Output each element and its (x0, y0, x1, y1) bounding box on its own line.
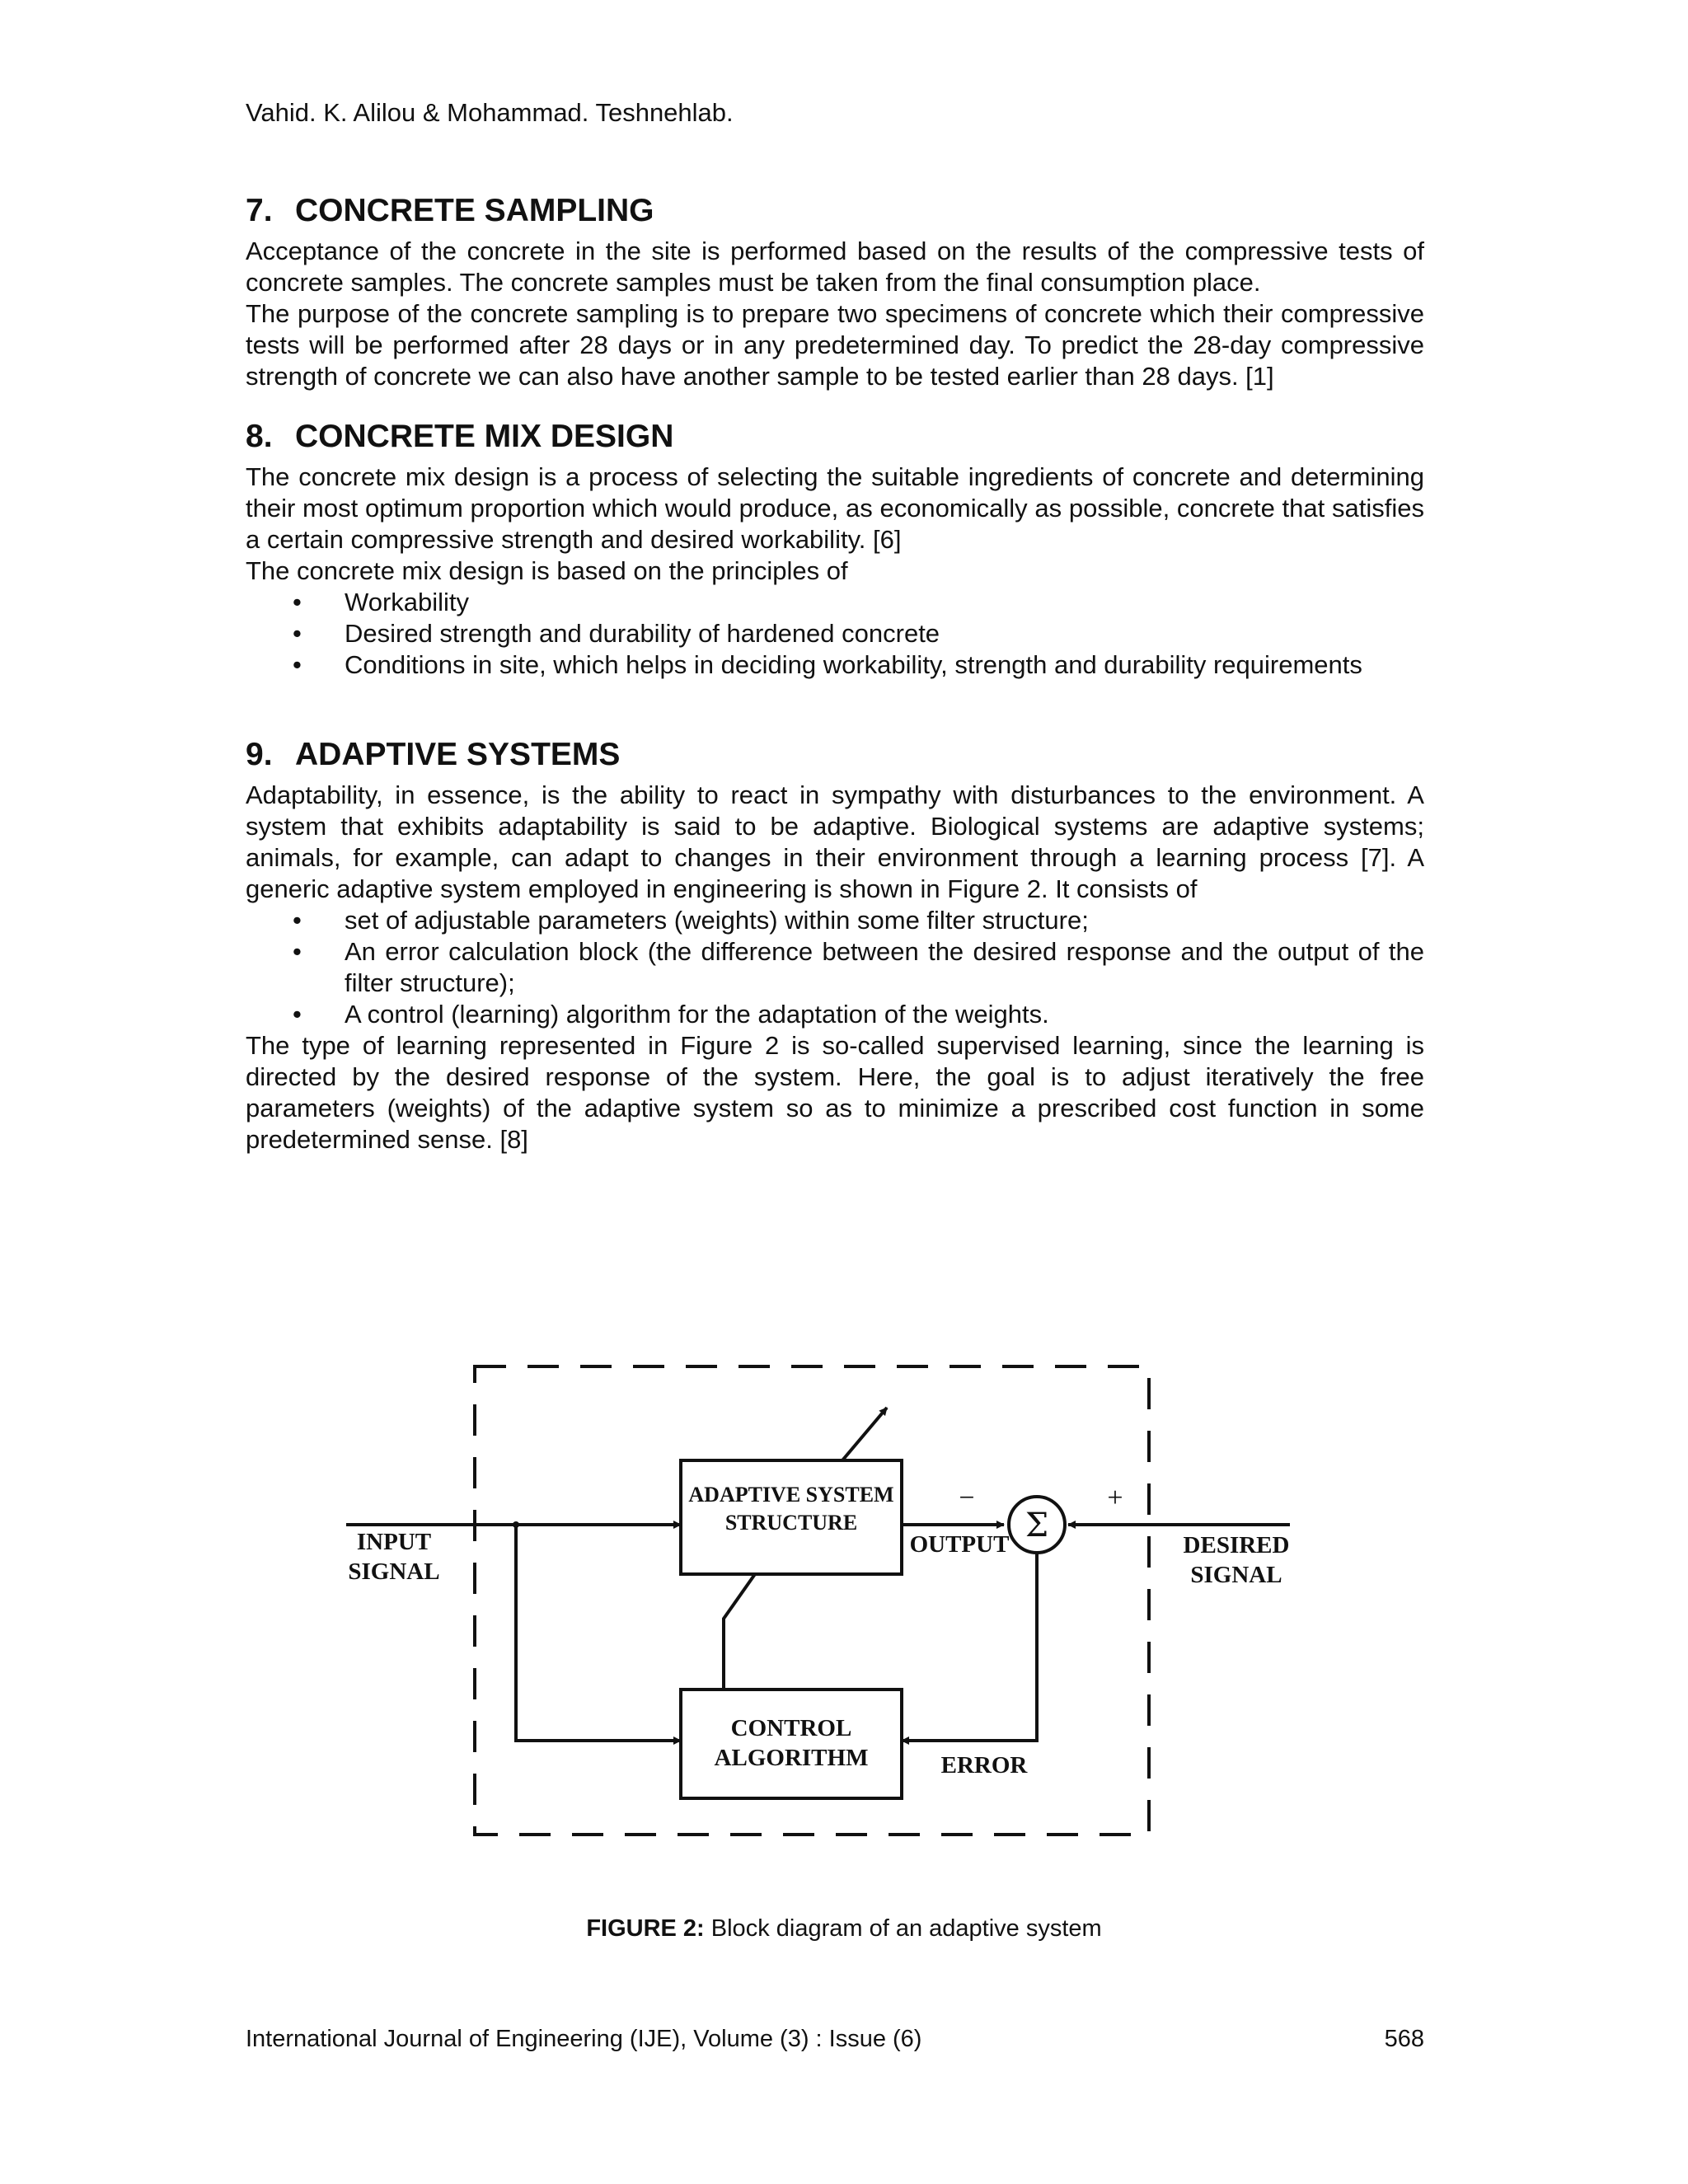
list-item (246, 999, 1424, 1030)
paragraph: Acceptance of the concrete in the site is performed based on the results of the compressive tests of concrete samples. The concrete samples must be taken from the final consumption place. (246, 237, 1424, 297)
error-arrow (902, 1553, 1037, 1741)
paragraph: The purpose of the concrete sampling is to prepare two specimens of concrete which their compressive tests will be performed after 28 days or in any predetermined day. To predict the 28-day compressive strength of concrete we can also have another sample to be tested earlier than 28 days. [1] (246, 299, 1424, 391)
bullet-list (246, 905, 1424, 1030)
section-adaptive-systems (246, 735, 1424, 1155)
section-concrete-mix-design (246, 417, 1424, 681)
section-concrete-sampling (246, 191, 1424, 392)
sigma-icon: Σ (1025, 1507, 1049, 1544)
section-title: ADAPTIVE SYSTEMS (295, 737, 621, 772)
running-header: Vahid. K. Alilou & Mohammad. Teshnehlab. (246, 98, 734, 127)
bullet-icon: • (293, 619, 302, 648)
section-heading (246, 735, 1424, 775)
paragraph: Adaptability, in essence, is the ability to react in sympathy with disturbances to the environment. A system that exhibits adaptability is said to be adaptive. Biological systems are adaptive systems; animals, for example, can adapt to changes in their environment through a learning process [7]. A generic adaptive system employed in engineering is shown in Figure 2. It consists of (246, 780, 1424, 903)
paragraph: The concrete mix design is based on the principles of (246, 556, 848, 585)
list-item (246, 618, 1424, 649)
list-item (246, 649, 1424, 681)
input-signal-label-line1: INPUT (356, 1529, 432, 1555)
list-item-text: Workability (345, 588, 470, 616)
control-link (724, 1574, 755, 1690)
caption-text: Block diagram of an adaptive system (704, 1915, 1102, 1942)
paragraph: The type of learning represented in Figure 2 is so-called supervised learning, since the learning is directed by the desired response of the system. Here, the goal is to adjust iteratively the free parameters (weights) of the adaptive system so as to minimize a prescribed cost function in some predetermined sense. [8] (246, 1031, 1424, 1154)
bullet-icon: • (293, 1000, 302, 1029)
running-footer (246, 2024, 1424, 2057)
journal-citation: International Journal of Engineering (IJE), Volume (3) : Issue (6) (246, 2026, 922, 2052)
section-number: 9. (246, 737, 273, 772)
figure-caption (0, 1914, 1688, 1943)
bullet-icon: • (293, 588, 302, 616)
output-label: OUTPUT (909, 1531, 1010, 1558)
bullet-icon: • (293, 650, 302, 679)
page-number: 568 (1384, 2026, 1424, 2052)
section-title: CONCRETE MIX DESIGN (295, 419, 674, 454)
section-heading (246, 417, 1424, 457)
control-block-label-line2: ALGORITHM (714, 1745, 869, 1771)
figure-block-diagram (330, 1352, 1319, 1863)
list-item (246, 936, 1424, 999)
junction-dot (513, 1521, 519, 1528)
section-number: 7. (246, 193, 273, 228)
input-to-control-arrow (516, 1525, 681, 1741)
section-number: 8. (246, 419, 273, 454)
paragraph: The concrete mix design is a process of selecting the suitable ingredients of concrete and determining their most optimum proportion which would produce, as economically as possible, concrete that satisfies a certain compressive strength and desired workability. [6] (246, 462, 1424, 554)
adjustment-arrow (842, 1408, 887, 1460)
control-block-label-line1: CONTROL (730, 1715, 852, 1741)
list-item-text: An error calculation block (the difference between the desired response and the output of the filter structure); (345, 937, 1424, 997)
bullet-icon: • (293, 937, 302, 966)
list-item (246, 587, 1424, 618)
list-item (246, 905, 1424, 936)
list-item-text: set of adjustable parameters (weights) within some filter structure; (345, 906, 1089, 935)
list-item-text: Desired strength and durability of hardened concrete (345, 619, 940, 648)
adaptive-block-label-line2: STRUCTURE (724, 1511, 858, 1535)
caption-label: FIGURE 2: (586, 1915, 705, 1942)
section-heading (246, 191, 1424, 231)
bullet-list (246, 587, 1424, 681)
plus-sign: + (1107, 1483, 1123, 1513)
block-diagram (330, 1352, 1319, 1863)
article-body (246, 191, 1424, 1155)
list-item-text: Conditions in site, which helps in deciding workability, strength and durability requirements (345, 650, 1362, 679)
minus-sign: − (959, 1483, 975, 1513)
desired-signal-label-line2: SIGNAL (1190, 1562, 1282, 1588)
control-algorithm-block (681, 1690, 902, 1798)
desired-signal-label-line1: DESIRED (1183, 1532, 1290, 1558)
bullet-icon: • (293, 906, 302, 935)
section-title: CONCRETE SAMPLING (295, 193, 654, 228)
list-item-text: A control (learning) algorithm for the adaptation of the weights. (345, 1000, 1049, 1029)
adaptive-block-label-line1: ADAPTIVE SYSTEM (688, 1483, 894, 1507)
error-label: ERROR (940, 1752, 1028, 1779)
input-signal-label-line2: SIGNAL (348, 1558, 440, 1585)
